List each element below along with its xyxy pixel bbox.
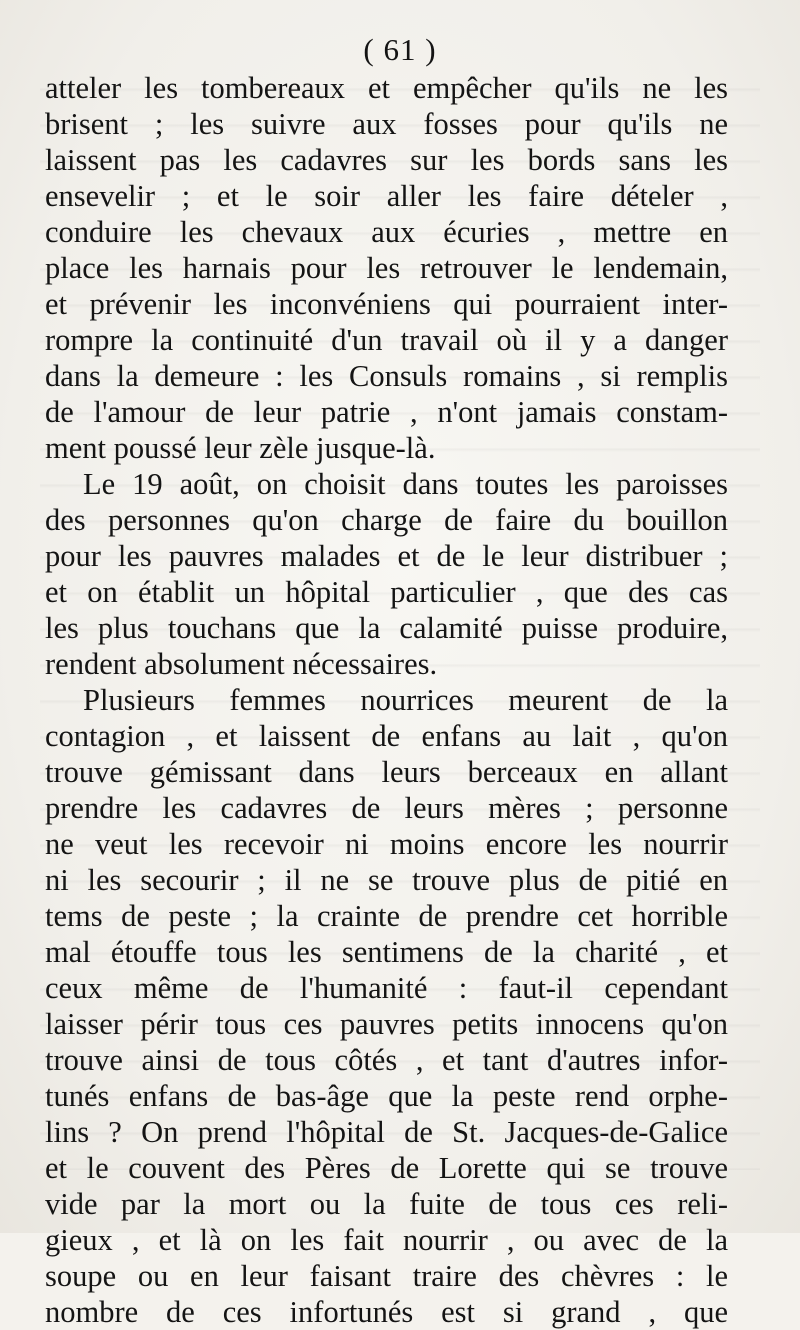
text-line: place les harnais pour les retrouver le lendemain, (45, 251, 728, 285)
text-line: tunés enfans de bas-âge que la peste rend orphe- (45, 1079, 728, 1113)
text-line: trouve gémissant dans leurs berceaux en allant (45, 755, 728, 789)
text-line: et prévenir les inconvéniens qui pourraient inter- (45, 287, 728, 321)
text-line: de l'amour de leur patrie , n'ont jamais constam- (45, 395, 728, 429)
text-line: tems de peste ; la crainte de prendre cet horrible (45, 899, 728, 933)
text-line: les plus touchans que la calamité puisse produire, (45, 611, 728, 645)
text-line: contagion , et laissent de enfans au lait , qu'on (45, 719, 728, 753)
text-line: laissent pas les cadavres sur les bords sans les (45, 143, 728, 177)
text-line: ceux même de l'humanité : faut-il cependant (45, 971, 728, 1005)
text-line: lins ? On prend l'hôpital de St. Jacques-de-Galice (45, 1115, 728, 1149)
text-line: mal étouffe tous les sentimens de la charité , et (45, 935, 728, 969)
text-line: et le couvent des Pères de Lorette qui se trouve (45, 1151, 728, 1185)
text-line: pour les pauvres malades et de le leur distribuer ; (45, 539, 728, 573)
text-line: trouve ainsi de tous côtés , et tant d'autres infor- (45, 1043, 728, 1077)
text-line: brisent ; les suivre aux fosses pour qu'ils ne (45, 107, 728, 141)
text-line: ne veut les recevoir ni moins encore les nourrir (45, 827, 728, 861)
text-line: dans la demeure : les Consuls romains , si remplis (45, 359, 728, 393)
text-line: ment poussé leur zèle jusque-là. (45, 431, 436, 465)
text-line: et on établit un hôpital particulier , que des cas (45, 575, 728, 609)
text-line: vide par la mort ou la fuite de tous ces reli- (45, 1187, 728, 1221)
text-line: Le 19 août, on choisit dans toutes les paroisses (83, 467, 728, 501)
text-line: laisser périr tous ces pauvres petits innocens qu'on (45, 1007, 728, 1041)
text-line: ensevelir ; et le soir aller les faire dételer , (45, 179, 728, 213)
text-line: gieux , et là on les fait nourrir , ou avec de la (45, 1223, 728, 1257)
text-line: prendre les cadavres de leurs mères ; personne (45, 791, 728, 825)
page-text (45, 70, 728, 1330)
text-line: Plusieurs femmes nourrices meurent de la (83, 683, 728, 717)
page-number: ( 61 ) (363, 32, 437, 67)
text-line: soupe ou en leur faisant traire des chèvres : le (45, 1259, 728, 1293)
text-line: nombre de ces infortunés est si grand , que (45, 1295, 728, 1329)
text-line: rompre la continuité d'un travail où il y a danger (45, 323, 728, 357)
text-line: des personnes qu'on charge de faire du bouillon (45, 503, 728, 537)
text-line: conduire les chevaux aux écuries , mettre en (45, 215, 728, 249)
text-line: atteler les tombereaux et empêcher qu'ils ne les (45, 71, 728, 105)
text-line: ni les secourir ; il ne se trouve plus de pitié en (45, 863, 728, 897)
text-line: rendent absolument nécessaires. (45, 647, 438, 681)
